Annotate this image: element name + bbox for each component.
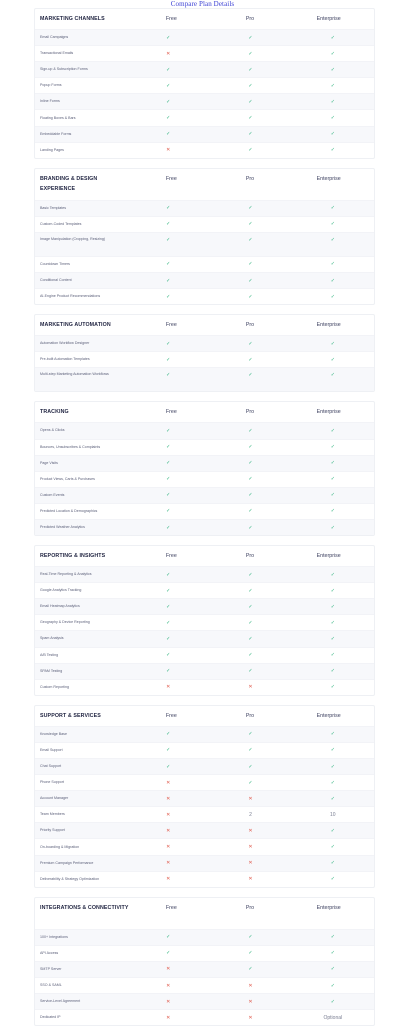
- check-icon: ✓: [248, 492, 253, 499]
- check-icon: ✓: [248, 635, 253, 642]
- feature-row: [35, 726, 374, 742]
- feature-label: Geography & Device Reporting: [40, 620, 90, 625]
- check-icon: ✓: [248, 277, 253, 284]
- feature-label: Conditional Content: [40, 278, 72, 283]
- check-icon: ✓: [330, 293, 335, 300]
- check-icon: ✓: [330, 261, 335, 268]
- section-header: [35, 546, 374, 566]
- check-icon: ✓: [330, 277, 335, 284]
- feature-label: Spam Analysis: [40, 636, 64, 641]
- feature-row: [35, 422, 374, 438]
- feature-label: Product Views, Carts & Purchases: [40, 476, 95, 481]
- cross-icon: ✕: [248, 998, 253, 1005]
- check-icon: ✓: [330, 476, 335, 483]
- check-icon: ✓: [248, 668, 253, 675]
- check-icon: ✓: [330, 82, 335, 89]
- feature-label: Sign-up & Subscription Forms: [40, 67, 88, 72]
- feature-row: [35, 742, 374, 758]
- feature-label: Premium Campaign Performance: [40, 860, 94, 865]
- check-icon: ✓: [248, 147, 253, 154]
- feature-value: 2: [249, 811, 252, 818]
- feature-row: [35, 335, 374, 351]
- plan-column-header: Pro: [245, 322, 255, 329]
- feature-row: [35, 598, 374, 614]
- section-title: BRANDING & DESIGN EXPERIENCE: [40, 175, 98, 193]
- check-icon: ✓: [330, 205, 335, 212]
- feature-label: SSO & SAML: [40, 983, 62, 988]
- check-icon: ✓: [166, 763, 171, 770]
- feature-label: 100+ Integrations: [40, 934, 68, 939]
- feature-label: Opens & Clicks: [40, 428, 65, 433]
- plan-column-header: Enterprise: [316, 175, 341, 182]
- feature-row: [35, 272, 374, 288]
- plan-column-header: Enterprise: [316, 904, 341, 911]
- check-icon: ✓: [248, 950, 253, 957]
- check-icon: ✓: [248, 603, 253, 610]
- section-header: [35, 402, 374, 422]
- plan-column-header: Free: [165, 904, 177, 911]
- check-icon: ✓: [330, 356, 335, 363]
- check-icon: ✓: [330, 147, 335, 154]
- feature-label: Page Visits: [40, 460, 58, 465]
- feature-label: Custom Events: [40, 492, 65, 497]
- feature-label: Custom-Coded Templates: [40, 221, 82, 226]
- check-icon: ✓: [330, 587, 335, 594]
- section-title: TRACKING: [40, 409, 69, 416]
- plan-column-header: Enterprise: [316, 712, 341, 719]
- section-title: SUPPORT & SERVICES: [40, 712, 101, 719]
- check-icon: ✓: [330, 747, 335, 754]
- check-icon: ✓: [330, 876, 335, 883]
- feature-label: Email Heatmap Analytics: [40, 604, 80, 609]
- feature-row: [35, 929, 374, 945]
- check-icon: ✓: [330, 221, 335, 228]
- feature-label: Knowledge Base: [40, 731, 67, 736]
- check-icon: ✓: [248, 82, 253, 89]
- cross-icon: ✕: [248, 982, 253, 989]
- plan-column-header: Free: [165, 175, 177, 182]
- section-title: REPORTING & INSIGHTS: [40, 553, 106, 560]
- check-icon: ✓: [248, 205, 253, 212]
- check-icon: ✓: [166, 652, 171, 659]
- check-icon: ✓: [330, 131, 335, 138]
- feature-label: Real-Time Reporting & Analytics: [40, 572, 92, 577]
- section-header: [35, 315, 374, 335]
- check-icon: ✓: [330, 115, 335, 122]
- check-icon: ✓: [248, 747, 253, 754]
- check-icon: ✓: [330, 860, 335, 867]
- feature-row: [35, 838, 374, 854]
- check-icon: ✓: [166, 619, 171, 626]
- check-icon: ✓: [330, 50, 335, 57]
- plan-section: [34, 401, 375, 536]
- check-icon: ✓: [166, 66, 171, 73]
- plan-column-header: Free: [165, 409, 177, 416]
- check-icon: ✓: [248, 221, 253, 228]
- check-icon: ✓: [330, 98, 335, 105]
- feature-row: [35, 614, 374, 630]
- check-icon: ✓: [166, 131, 171, 138]
- check-icon: ✓: [330, 795, 335, 802]
- feature-label: Floating Boxes & Bars: [40, 115, 76, 120]
- feature-label: Deliverability & Strategy Optimization: [40, 876, 100, 881]
- check-icon: ✓: [166, 221, 171, 228]
- check-icon: ✓: [166, 747, 171, 754]
- plan-column-header: Free: [165, 16, 177, 22]
- check-icon: ✓: [166, 524, 171, 531]
- feature-row: [35, 961, 374, 977]
- cross-icon: ✕: [166, 827, 171, 834]
- cross-icon: ✕: [166, 1014, 171, 1021]
- feature-row: [35, 471, 374, 487]
- feature-label: Email Support: [40, 747, 63, 752]
- cross-icon: ✕: [166, 795, 171, 802]
- feature-label: Embeddable Forms: [40, 131, 72, 136]
- check-icon: ✓: [248, 966, 253, 973]
- check-icon: ✓: [330, 34, 335, 41]
- section-header: [35, 898, 374, 929]
- check-icon: ✓: [248, 356, 253, 363]
- plan-column-header: Enterprise: [316, 16, 341, 22]
- check-icon: ✓: [166, 277, 171, 284]
- feature-row: [35, 61, 374, 77]
- check-icon: ✓: [248, 619, 253, 626]
- cross-icon: ✕: [166, 982, 171, 989]
- cross-icon: ✕: [248, 827, 253, 834]
- feature-label: Email Campaigns: [40, 35, 69, 40]
- check-icon: ✓: [248, 763, 253, 770]
- comparison-table: [0, 8, 405, 1026]
- plan-column-header: Enterprise: [316, 409, 341, 416]
- feature-row: [35, 1009, 374, 1025]
- feature-row: [35, 439, 374, 455]
- feature-row: [35, 29, 374, 45]
- feature-label: Phone Support: [40, 780, 64, 785]
- check-icon: ✓: [330, 779, 335, 786]
- feature-label: Basic Templates: [40, 205, 67, 210]
- feature-row: [35, 647, 374, 663]
- feature-label: Predicted Weather Analytics: [40, 525, 85, 530]
- cross-icon: ✕: [248, 1014, 253, 1021]
- feature-row: [35, 519, 374, 535]
- check-icon: ✓: [166, 950, 171, 957]
- feature-row: [35, 758, 374, 774]
- feature-label: Predicted Location & Demographics: [40, 508, 98, 513]
- check-icon: ✓: [330, 427, 335, 434]
- check-icon: ✓: [330, 571, 335, 578]
- feature-value: 10: [330, 811, 336, 818]
- check-icon: ✓: [248, 444, 253, 451]
- section-header: [35, 9, 374, 29]
- check-icon: ✓: [330, 372, 335, 379]
- check-icon: ✓: [248, 115, 253, 122]
- check-icon: ✓: [248, 476, 253, 483]
- section-header: [35, 706, 374, 726]
- plan-column-header: Free: [165, 322, 177, 329]
- check-icon: ✓: [248, 34, 253, 41]
- feature-label: On-boarding & Migration: [40, 844, 80, 849]
- check-icon: ✓: [166, 293, 171, 300]
- feature-label: Priority Support: [40, 828, 65, 833]
- section-header: [35, 169, 374, 200]
- feature-label: Google Analytics Tracking: [40, 588, 82, 593]
- check-icon: ✓: [330, 340, 335, 347]
- feature-label: Multi-step Marketing Automation Workflows: [40, 372, 109, 377]
- check-icon: ✓: [248, 427, 253, 434]
- check-icon: ✓: [248, 571, 253, 578]
- feature-label: Team Members: [40, 812, 65, 817]
- cross-icon: ✕: [166, 966, 171, 973]
- check-icon: ✓: [166, 635, 171, 642]
- check-icon: ✓: [330, 827, 335, 834]
- check-icon: ✓: [330, 966, 335, 973]
- feature-value: Optional: [323, 1014, 343, 1021]
- check-icon: ✓: [330, 508, 335, 515]
- plan-section: [34, 705, 375, 888]
- feature-label: Account Manager: [40, 796, 69, 801]
- feature-row: [35, 232, 374, 256]
- cross-icon: ✕: [166, 998, 171, 1005]
- check-icon: ✓: [330, 524, 335, 531]
- check-icon: ✓: [166, 34, 171, 41]
- check-icon: ✓: [330, 982, 335, 989]
- check-icon: ✓: [166, 508, 171, 515]
- check-icon: ✓: [166, 372, 171, 379]
- feature-row: [35, 566, 374, 582]
- plan-column-header: Enterprise: [316, 322, 341, 329]
- check-icon: ✓: [166, 356, 171, 363]
- feature-row: [35, 77, 374, 93]
- feature-row: [35, 871, 374, 887]
- feature-label: API Access: [40, 950, 59, 955]
- feature-label: Pre-built Automation Templates: [40, 357, 90, 362]
- check-icon: ✓: [330, 652, 335, 659]
- feature-label: Bounces, Unsubscribes & Complaints: [40, 444, 101, 449]
- check-icon: ✓: [330, 492, 335, 499]
- check-icon: ✓: [330, 998, 335, 1005]
- cross-icon: ✕: [166, 50, 171, 57]
- cross-icon: ✕: [166, 684, 171, 691]
- check-icon: ✓: [166, 731, 171, 738]
- feature-label: SPAM Testing: [40, 668, 63, 673]
- check-icon: ✓: [248, 131, 253, 138]
- plan-column-header: Pro: [245, 904, 255, 911]
- check-icon: ✓: [166, 340, 171, 347]
- cross-icon: ✕: [166, 844, 171, 851]
- cross-icon: ✕: [248, 876, 253, 883]
- check-icon: ✓: [330, 444, 335, 451]
- check-icon: ✓: [248, 340, 253, 347]
- feature-row: [35, 663, 374, 679]
- feature-row: [35, 367, 374, 391]
- check-icon: ✓: [166, 492, 171, 499]
- check-icon: ✓: [248, 731, 253, 738]
- feature-label: Transactional Emails: [40, 51, 74, 56]
- check-icon: ✓: [166, 205, 171, 212]
- feature-row: [35, 93, 374, 109]
- feature-row: [35, 806, 374, 822]
- check-icon: ✓: [248, 587, 253, 594]
- feature-row: [35, 288, 374, 304]
- check-icon: ✓: [166, 934, 171, 941]
- check-icon: ✓: [248, 261, 253, 268]
- feature-label: Service-Level Agreement: [40, 999, 81, 1004]
- section-title: MARKETING AUTOMATION: [40, 322, 111, 329]
- feature-label: Image Manipulation (Cropping, Resizing): [40, 236, 106, 241]
- check-icon: ✓: [330, 668, 335, 675]
- check-icon: ✓: [166, 236, 171, 243]
- feature-label: Automation Workflow Designer: [40, 341, 90, 346]
- feature-row: [35, 487, 374, 503]
- check-icon: ✓: [330, 66, 335, 73]
- check-icon: ✓: [330, 684, 335, 691]
- page-title: Compare Plan Details: [170, 0, 235, 8]
- section-title: MARKETING CHANNELS: [40, 16, 105, 22]
- check-icon: ✓: [166, 668, 171, 675]
- feature-label: Custom Reporting: [40, 684, 69, 689]
- check-icon: ✓: [248, 508, 253, 515]
- feature-label: Inline Forms: [40, 99, 60, 104]
- check-icon: ✓: [248, 236, 253, 243]
- feature-row: [35, 630, 374, 646]
- check-icon: ✓: [330, 934, 335, 941]
- plan-column-header: Pro: [245, 712, 255, 719]
- check-icon: ✓: [248, 460, 253, 467]
- feature-row: [35, 216, 374, 232]
- feature-row: [35, 822, 374, 838]
- feature-row: [35, 993, 374, 1009]
- check-icon: ✓: [330, 731, 335, 738]
- check-icon: ✓: [248, 652, 253, 659]
- cross-icon: ✕: [166, 147, 171, 154]
- feature-row: [35, 200, 374, 216]
- check-icon: ✓: [166, 587, 171, 594]
- feature-row: [35, 582, 374, 598]
- plan-section: [34, 168, 375, 305]
- check-icon: ✓: [248, 779, 253, 786]
- feature-row: [35, 351, 374, 367]
- cross-icon: ✕: [166, 811, 171, 818]
- check-icon: ✓: [330, 763, 335, 770]
- check-icon: ✓: [166, 261, 171, 268]
- section-title: INTEGRATIONS & CONNECTIVITY: [40, 904, 129, 911]
- plan-column-header: Enterprise: [316, 553, 341, 560]
- plan-column-header: Pro: [245, 175, 255, 182]
- cross-icon: ✕: [166, 779, 171, 786]
- plan-section: [34, 545, 375, 696]
- check-icon: ✓: [166, 571, 171, 578]
- check-icon: ✓: [330, 950, 335, 957]
- check-icon: ✓: [330, 236, 335, 243]
- feature-row: [35, 855, 374, 871]
- check-icon: ✓: [330, 619, 335, 626]
- feature-row: [35, 774, 374, 790]
- check-icon: ✓: [166, 460, 171, 467]
- feature-row: [35, 455, 374, 471]
- check-icon: ✓: [166, 427, 171, 434]
- feature-label: Chat Support: [40, 764, 62, 769]
- check-icon: ✓: [248, 524, 253, 531]
- cross-icon: ✕: [248, 844, 253, 851]
- plan-column-header: Free: [165, 553, 177, 560]
- check-icon: ✓: [248, 372, 253, 379]
- check-icon: ✓: [330, 844, 335, 851]
- check-icon: ✓: [330, 635, 335, 642]
- plan-section: [34, 8, 375, 159]
- check-icon: ✓: [330, 460, 335, 467]
- feature-label: A/B Testing: [40, 652, 59, 657]
- plan-section: [34, 314, 375, 392]
- plan-column-header: Pro: [245, 553, 255, 560]
- check-icon: ✓: [248, 50, 253, 57]
- feature-row: [35, 790, 374, 806]
- plan-column-header: Free: [165, 712, 177, 719]
- cross-icon: ✕: [248, 860, 253, 867]
- cross-icon: ✕: [166, 860, 171, 867]
- feature-label: Landing Pages: [40, 147, 64, 152]
- feature-row: [35, 977, 374, 993]
- feature-row: [35, 503, 374, 519]
- check-icon: ✓: [330, 603, 335, 610]
- check-icon: ✓: [166, 444, 171, 451]
- feature-label: Countdown Timers: [40, 261, 70, 266]
- check-icon: ✓: [166, 82, 171, 89]
- check-icon: ✓: [248, 66, 253, 73]
- feature-row: [35, 256, 374, 272]
- plan-section: [34, 897, 375, 1026]
- feature-row: [35, 126, 374, 142]
- plan-column-header: Pro: [245, 409, 255, 416]
- feature-row: [35, 142, 374, 158]
- feature-row: [35, 45, 374, 61]
- feature-row: [35, 945, 374, 961]
- check-icon: ✓: [166, 98, 171, 105]
- cross-icon: ✕: [166, 876, 171, 883]
- check-icon: ✓: [166, 603, 171, 610]
- cross-icon: ✕: [248, 684, 253, 691]
- feature-label: Popup Forms: [40, 83, 62, 88]
- cross-icon: ✕: [248, 795, 253, 802]
- feature-label: AI-Engine Product Recommendations: [40, 294, 101, 299]
- check-icon: ✓: [248, 293, 253, 300]
- check-icon: ✓: [166, 476, 171, 483]
- feature-label: SMTP Server: [40, 966, 62, 971]
- check-icon: ✓: [248, 934, 253, 941]
- feature-label: Dedicated IP: [40, 1015, 61, 1020]
- check-icon: ✓: [166, 115, 171, 122]
- feature-row: [35, 679, 374, 695]
- plan-column-header: Pro: [245, 16, 255, 22]
- feature-row: [35, 109, 374, 125]
- check-icon: ✓: [248, 98, 253, 105]
